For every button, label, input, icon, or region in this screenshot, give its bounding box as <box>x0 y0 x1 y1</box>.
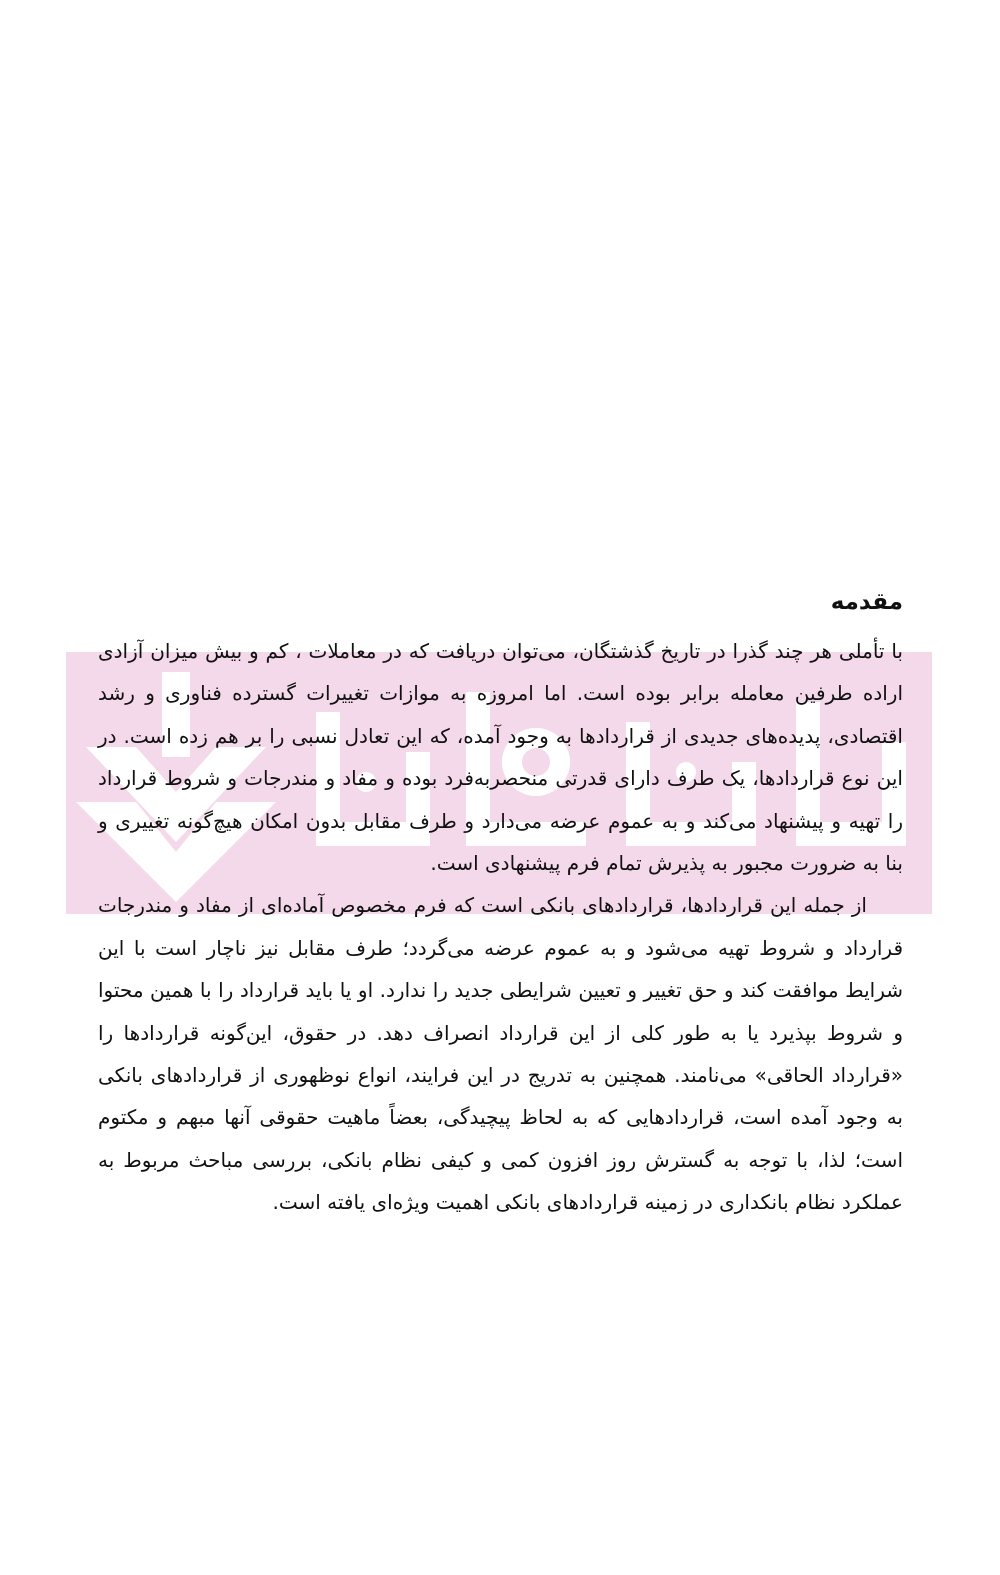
paragraph-1: با تأملی هر چند گذرا در تاریخ گذشتگان، می‌توان دریافت که در معاملات ، کم و بیش میزان آزادی اراده طرفین معامله برابر بوده است. اما امروزه به موازات تغییرات گسترده فناوری و رشد اقتصادی، پدیده‌های جدیدی از قراردادها به وجود آمده، که این تعادل نسبی را بر هم زده است. در این نوع قراردادها، یک طرف دارای قدرتی منحصربه‌فرد بوده و مفاد و مندرجات و شروط قرارداد را تهیه و پیشنهاد می‌کند و به عموم عرضه می‌دارد و طرف مقابل بدون امکان هیچ‌گونه تغییری و بنا به ضرورت مجبور به پذیرش تمام فرم پیشنهادی است. <box>98 639 903 876</box>
document-body <box>98 580 903 1224</box>
section-heading: مقدمه <box>830 589 903 615</box>
paragraph-2: از جمله این قراردادها، قراردادهای بانکی است که فرم مخصوص آماده‌ای از مفاد و مندرجات قرارداد و شروط تهیه می‌شود و به عموم عرضه می‌گردد؛ طرف مقابل نیز ناچار است با این شرایط موافقت کند و حق تغییر و تعیین شرایطی جدید را ندارد. او یا باید قرارداد را با همین محتوا و شروط بپذیرد یا به طور کلی از این قرارداد انصراف دهد. در حقوق، این‌گونه قراردادها را «قرارداد الحاقی» می‌نامند. همچنین به تدریج در این فرایند، انواع نوظهوری از قراردادهای بانکی به وجود آمده است، قراردادهایی که به لحاظ پیچیدگی، بعضاً ماهیت حقوقی آنها مبهم و مکتوم است؛ لذا، با توجه به گسترش روز افزون کمی و کیفی نظام بانکی، بررسی مباحث مربوط به عملکرد نظام بانکداری در زمینه قراردادهای بانکی اهمیت ویژه‌ای یافته است. <box>98 893 903 1215</box>
